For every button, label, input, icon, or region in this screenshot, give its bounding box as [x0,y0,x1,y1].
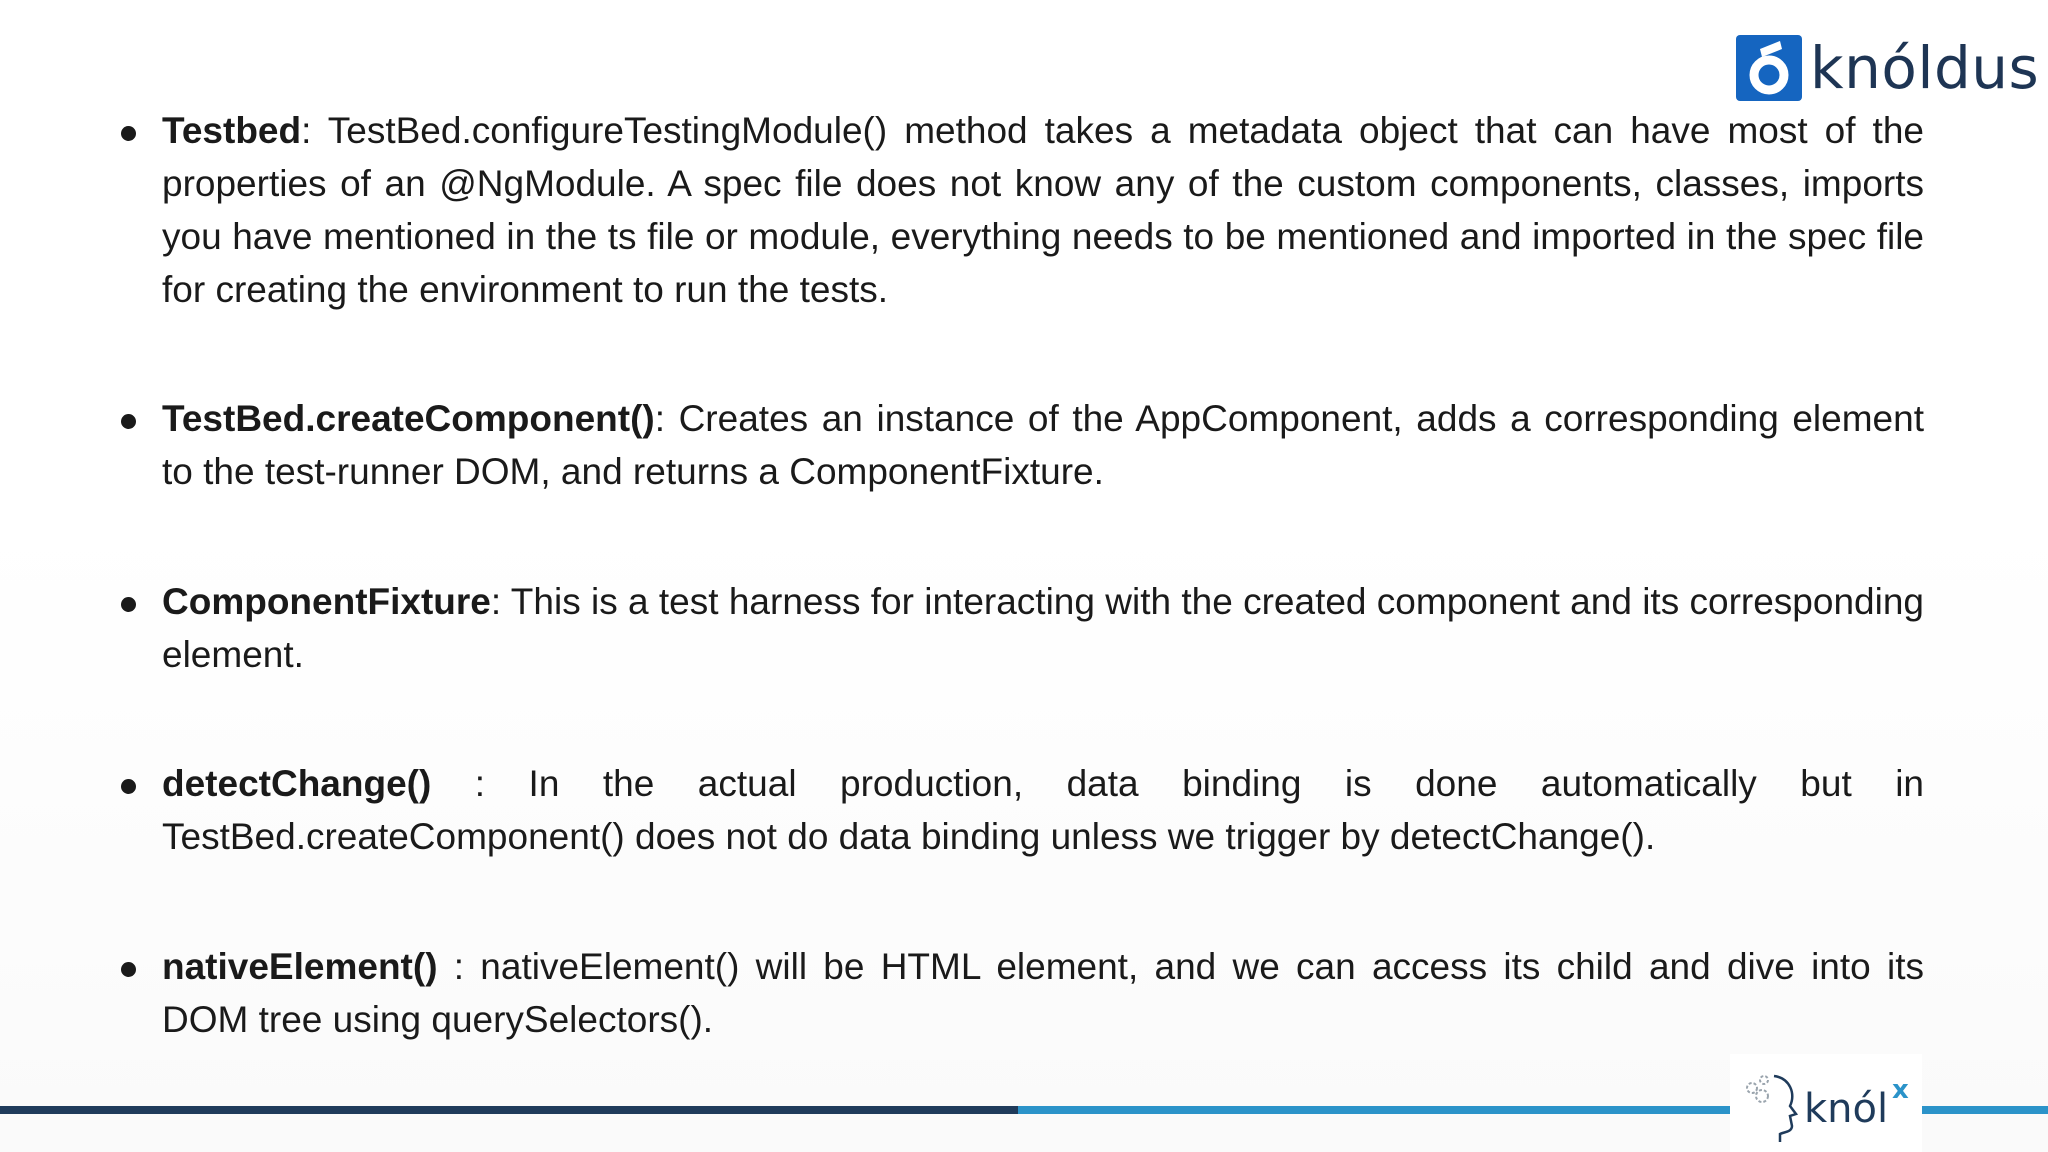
bullet-item-create-component [118,392,1924,498]
bullet-description: : This is a test harness for interacting with the created component and its corresponding element. [162,581,1924,675]
knolx-wordmark: knól [1804,1086,1889,1132]
bullet-dot-icon [118,104,162,157]
knolx-superscript: x [1892,1075,1909,1105]
bullet-dot-icon [118,575,162,628]
knolx-logo [1730,1054,1922,1152]
bullet-text [162,757,1924,863]
bullet-dot-icon [118,757,162,810]
bullet-text [162,575,1924,681]
bullet-text [162,104,1924,316]
head-gears-icon [1740,1068,1802,1144]
bullet-term: TestBed.createComponent() [162,398,655,439]
knoldus-logo-icon [1736,35,1802,101]
bullet-description: : nativeElement() will be HTML element, and we can access its child and dive into its DOM tree using querySelectors(). [162,946,1924,1040]
bullet-item-native-element [118,940,1924,1046]
bullet-item-testbed [118,104,1924,316]
bullet-term: detectChange() [162,763,432,804]
bullet-description: : In the actual production, data binding is done automatically but in TestBed.createComponent() does not do data binding unless we trigger by detectChange(). [162,763,1924,857]
knoldus-logo [1736,34,2039,102]
footer-bar-dark [0,1106,1018,1114]
bullet-dot-icon [118,940,162,993]
bullet-dot-icon [118,392,162,445]
bullet-term: ComponentFixture [162,581,491,622]
bullet-item-component-fixture [118,575,1924,681]
bullet-text [162,392,1924,498]
bullet-term: nativeElement() [162,946,438,987]
bullet-term: Testbed [162,110,302,151]
logo-wordmark: knóldus [1810,34,2040,102]
bullet-item-detect-change [118,757,1924,863]
bullet-description: : TestBed.configureTestingModule() method takes a metadata object that can have most of the properties of an @NgModule. A spec file does not know any of the custom components, classes, imports you have mentioned in the ts file or module, everything needs to be mentioned and imported in the spec file for creating the environment to run the tests. [162,110,1924,310]
bullet-text [162,940,1924,1046]
bullet-description: : Creates an instance of the AppComponent, adds a corresponding element to the test-runner DOM, and returns a ComponentFixture. [162,398,1924,492]
